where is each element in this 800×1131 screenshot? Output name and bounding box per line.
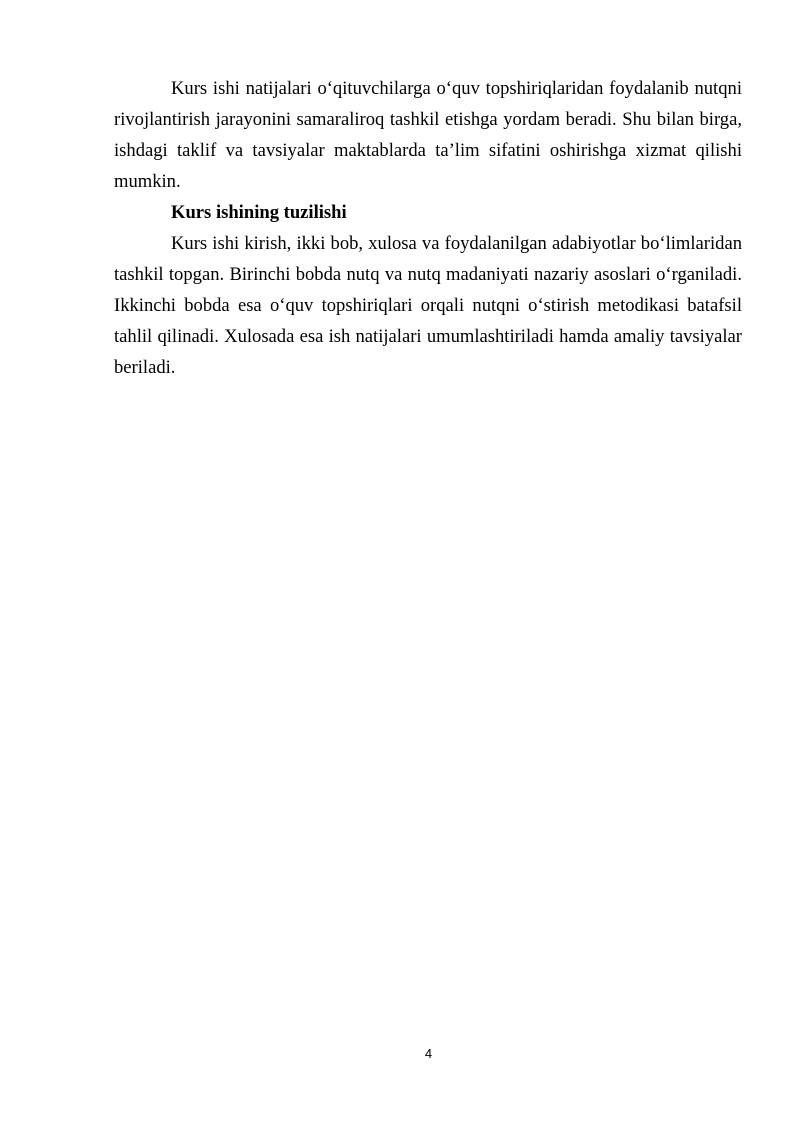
section-heading: Kurs ishining tuzilishi [171, 202, 347, 223]
page-body [114, 73, 742, 383]
intro-paragraph: Kurs ishi natijalari o‘qituvchilarga o‘quv topshiriqlaridan foydalanib nutqni rivojlantirish jarayonini samaraliroq tashkil etishga yordam beradi. Shu bilan birga, ishdagi taklif va tavsiyalar maktablarda ta’lim sifatini oshirishga xizmat qilishi mumkin. [114, 78, 742, 192]
structure-paragraph: Kurs ishi kirish, ikki bob, xulosa va foydalanilgan adabiyotlar bo‘limlaridan tashkil topgan. Birinchi bobda nutq va nutq madaniyati nazariy asoslari o‘rganiladi. Ikkinchi bobda esa o‘quv topshiriqlari orqali nutqni o‘stirish metodikasi batafsil tahlil qilinadi. Xulosada esa ish natijalari umumlashtiriladi hamda amaliy tavsiyalar beriladi. [114, 233, 742, 378]
page-number: 4 [424, 1046, 433, 1061]
